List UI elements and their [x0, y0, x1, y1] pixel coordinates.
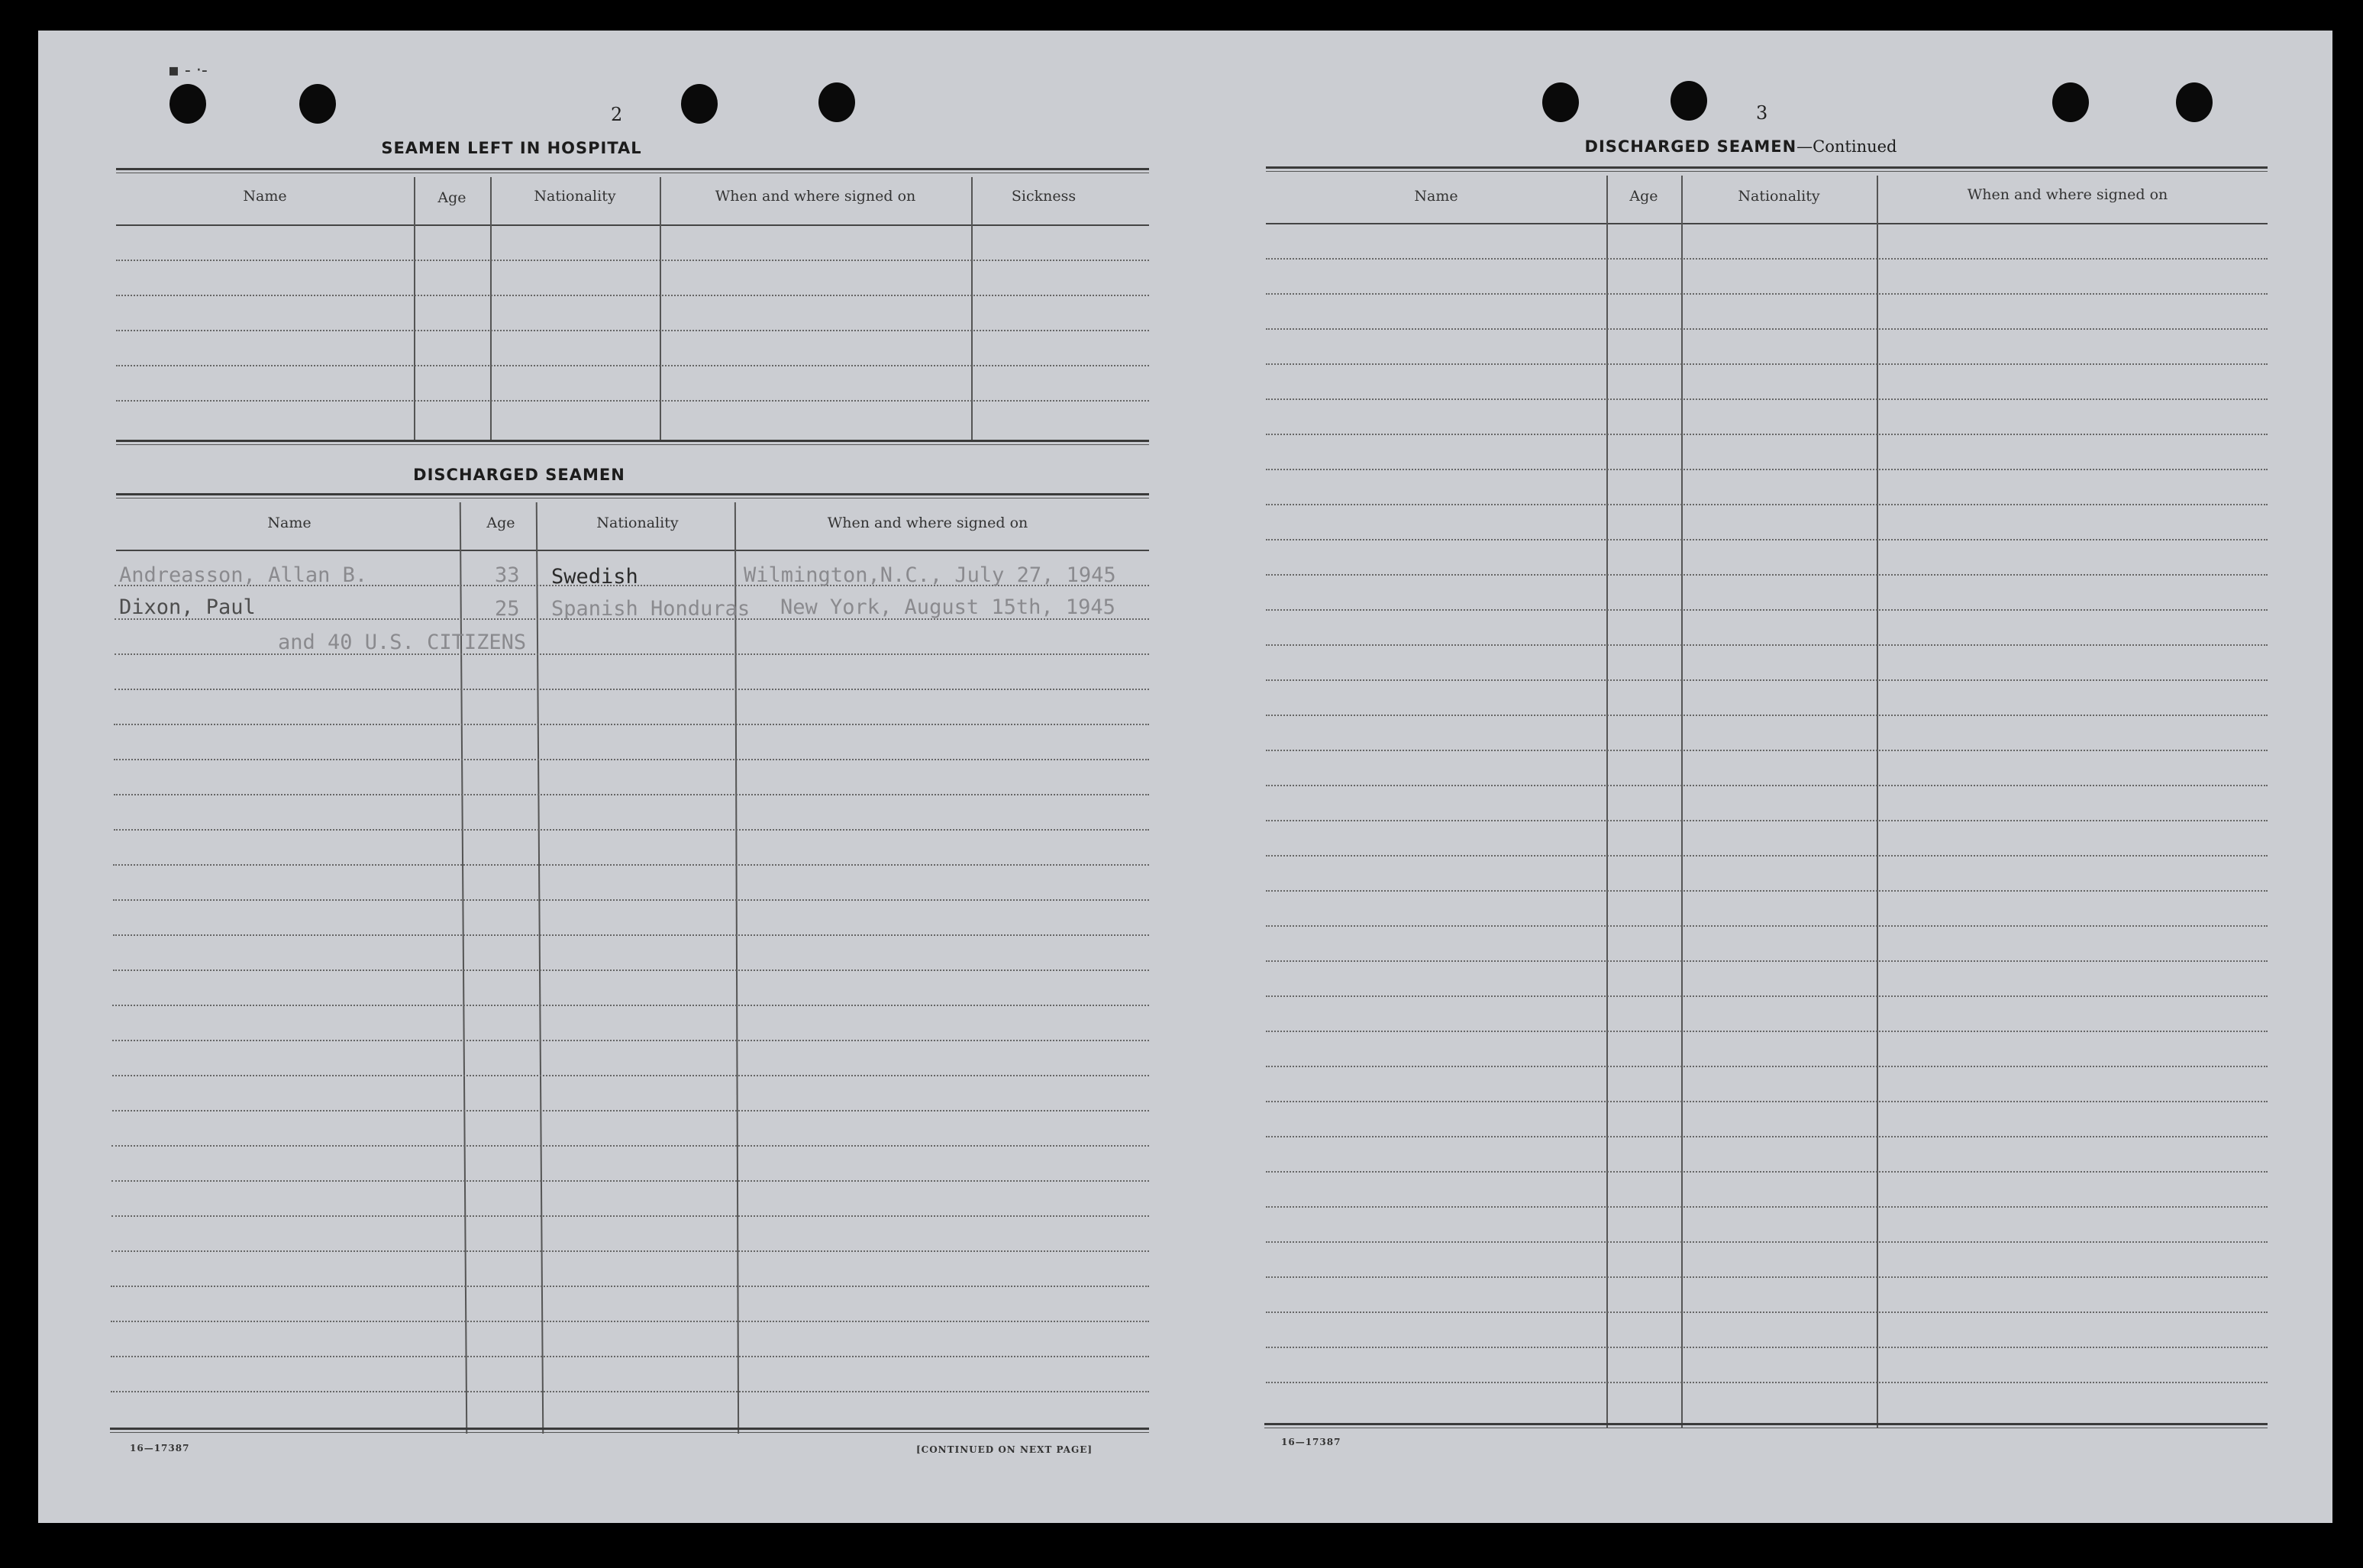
- seaman-nationality: Swedish: [551, 565, 638, 589]
- right-page-title-suffix: —Continued: [1796, 137, 1897, 156]
- discharged-col-divider: [734, 502, 739, 1434]
- discharged-col-name: Name: [267, 515, 312, 531]
- right-row-line: [1266, 1136, 2268, 1137]
- right-row-line: [1266, 504, 2268, 505]
- discharged-row-line: [111, 1391, 1149, 1392]
- hospital-col-sickness: Sickness: [1011, 188, 1077, 205]
- discharged-row-line: [113, 899, 1149, 901]
- hospital-col-nationality: Nationality: [534, 188, 616, 205]
- right-row-line: [1266, 1382, 2268, 1383]
- discharged-row-line: [111, 1180, 1149, 1182]
- punch-hole: [169, 84, 206, 124]
- discharged-row-line: [114, 794, 1149, 795]
- right-row-line: [1266, 855, 2268, 857]
- hospital-col-age: Age: [437, 189, 466, 206]
- discharged-row-line: [113, 864, 1149, 866]
- discharged-row-line: [111, 1145, 1149, 1147]
- right-row-line: [1266, 995, 2268, 997]
- hospital-row-line: [116, 295, 1149, 296]
- hospital-bottom-rule: [116, 440, 1149, 445]
- punch-hole: [1542, 82, 1579, 122]
- discharged-row-line: [114, 759, 1149, 760]
- seaman-signed-on: Wilmington,N.C., July 27, 1945: [744, 563, 1116, 587]
- right-col-nationality: Nationality: [1738, 188, 1820, 205]
- right-row-line: [1266, 750, 2268, 751]
- right-row-line: [1266, 258, 2268, 260]
- right-row-line: [1266, 574, 2268, 576]
- right-row-line: [1266, 890, 2268, 892]
- punch-hole: [2052, 82, 2089, 122]
- discharged-row-line: [114, 724, 1149, 725]
- right-row-line: [1266, 434, 2268, 435]
- discharged-row-line: [111, 1215, 1149, 1217]
- right-row-line: [1266, 293, 2268, 295]
- punch-hole: [681, 84, 718, 124]
- hospital-col-signed-on: When and where signed on: [715, 188, 916, 205]
- right-top-rule: [1266, 166, 2268, 172]
- discharged-row-line: [112, 1040, 1149, 1041]
- punch-hole: [818, 82, 855, 122]
- ink-specks: ▪ ‐ ·‐: [168, 61, 208, 80]
- discharged-row-line: [111, 1286, 1149, 1287]
- right-col-age: Age: [1629, 188, 1658, 205]
- discharged-col-signed-on: When and where signed on: [827, 515, 1028, 531]
- right-row-line: [1266, 1206, 2268, 1208]
- hospital-row-line: [116, 365, 1149, 366]
- document-sheet: [38, 31, 2332, 1523]
- right-row-line: [1266, 1276, 2268, 1278]
- right-bottom-rule: [1264, 1423, 2268, 1428]
- left-form-number: 16—17387: [130, 1443, 190, 1453]
- right-row-line: [1266, 1171, 2268, 1173]
- seaman-name: Andreasson, Allan B.: [119, 563, 368, 587]
- right-row-line: [1266, 1066, 2268, 1067]
- punch-hole: [2176, 82, 2213, 122]
- discharged-row-line: [111, 1250, 1149, 1252]
- discharged-row-line: [111, 1356, 1149, 1357]
- hospital-row-line: [116, 400, 1149, 402]
- right-row-line: [1266, 539, 2268, 540]
- discharged-bottom-rule: [110, 1428, 1149, 1433]
- right-row-line: [1266, 469, 2268, 470]
- punch-hole: [299, 84, 336, 124]
- right-row-line: [1266, 328, 2268, 330]
- right-row-line: [1266, 363, 2268, 365]
- hospital-col-name: Name: [243, 188, 287, 205]
- discharged-row-line: [112, 1005, 1149, 1006]
- right-row-line: [1266, 1101, 2268, 1102]
- punch-hole: [1671, 81, 1707, 121]
- discharged-row-line: [115, 689, 1149, 690]
- seaman-signed-on: New York, August 15th, 1945: [780, 595, 1115, 619]
- discharged-section-title: DISCHARGED SEAMEN: [413, 466, 625, 484]
- discharged-col-age: Age: [486, 515, 515, 531]
- right-row-line: [1266, 679, 2268, 681]
- seaman-name: Dixon, Paul: [119, 595, 256, 619]
- right-row-line: [1266, 960, 2268, 962]
- right-header-rule: [1266, 223, 2268, 224]
- citizens-note: and 40 U.S. CITIZENS: [278, 631, 527, 654]
- left-page-number: 2: [611, 104, 623, 125]
- discharged-top-rule: [116, 493, 1149, 498]
- right-col-name: Name: [1414, 188, 1458, 205]
- right-row-line: [1266, 925, 2268, 927]
- right-row-line: [1266, 609, 2268, 611]
- discharged-row-line: [112, 1075, 1149, 1076]
- hospital-section-title: SEAMEN LEFT IN HOSPITAL: [381, 139, 642, 157]
- discharged-header-rule: [116, 550, 1149, 551]
- discharged-row-line: [113, 970, 1149, 971]
- right-row-line: [1266, 398, 2268, 400]
- right-page-number: 3: [1756, 102, 1768, 124]
- right-row-line: [1266, 1031, 2268, 1032]
- right-page-title-main: DISCHARGED SEAMEN: [1584, 137, 1797, 156]
- discharged-col-divider: [536, 502, 544, 1434]
- right-row-line: [1266, 1347, 2268, 1348]
- continued-note: [CONTINUED ON NEXT PAGE]: [916, 1444, 1093, 1455]
- hospital-header-rule: [116, 224, 1149, 226]
- hospital-top-rule: [116, 168, 1149, 173]
- discharged-row-line: [115, 653, 1149, 655]
- seaman-nationality: Spanish Honduras: [551, 597, 751, 621]
- discharged-row-line: [112, 1110, 1149, 1111]
- right-row-line: [1266, 820, 2268, 821]
- discharged-row-line: [113, 934, 1149, 936]
- right-row-line: [1266, 644, 2268, 646]
- right-form-number: 16—17387: [1281, 1437, 1341, 1447]
- right-row-line: [1266, 1312, 2268, 1313]
- discharged-row-line: [114, 829, 1149, 831]
- seaman-age: 33: [495, 563, 520, 587]
- discharged-row-line: [111, 1321, 1149, 1322]
- seaman-age: 25: [495, 597, 520, 621]
- right-row-line: [1266, 1241, 2268, 1243]
- right-col-signed-on: When and where signed on: [1967, 186, 2168, 203]
- hospital-row-line: [116, 330, 1149, 331]
- hospital-row-line: [116, 260, 1149, 261]
- right-row-line: [1266, 785, 2268, 786]
- discharged-col-nationality: Nationality: [596, 515, 679, 531]
- right-row-line: [1266, 715, 2268, 716]
- right-page-title: [1550, 137, 1932, 156]
